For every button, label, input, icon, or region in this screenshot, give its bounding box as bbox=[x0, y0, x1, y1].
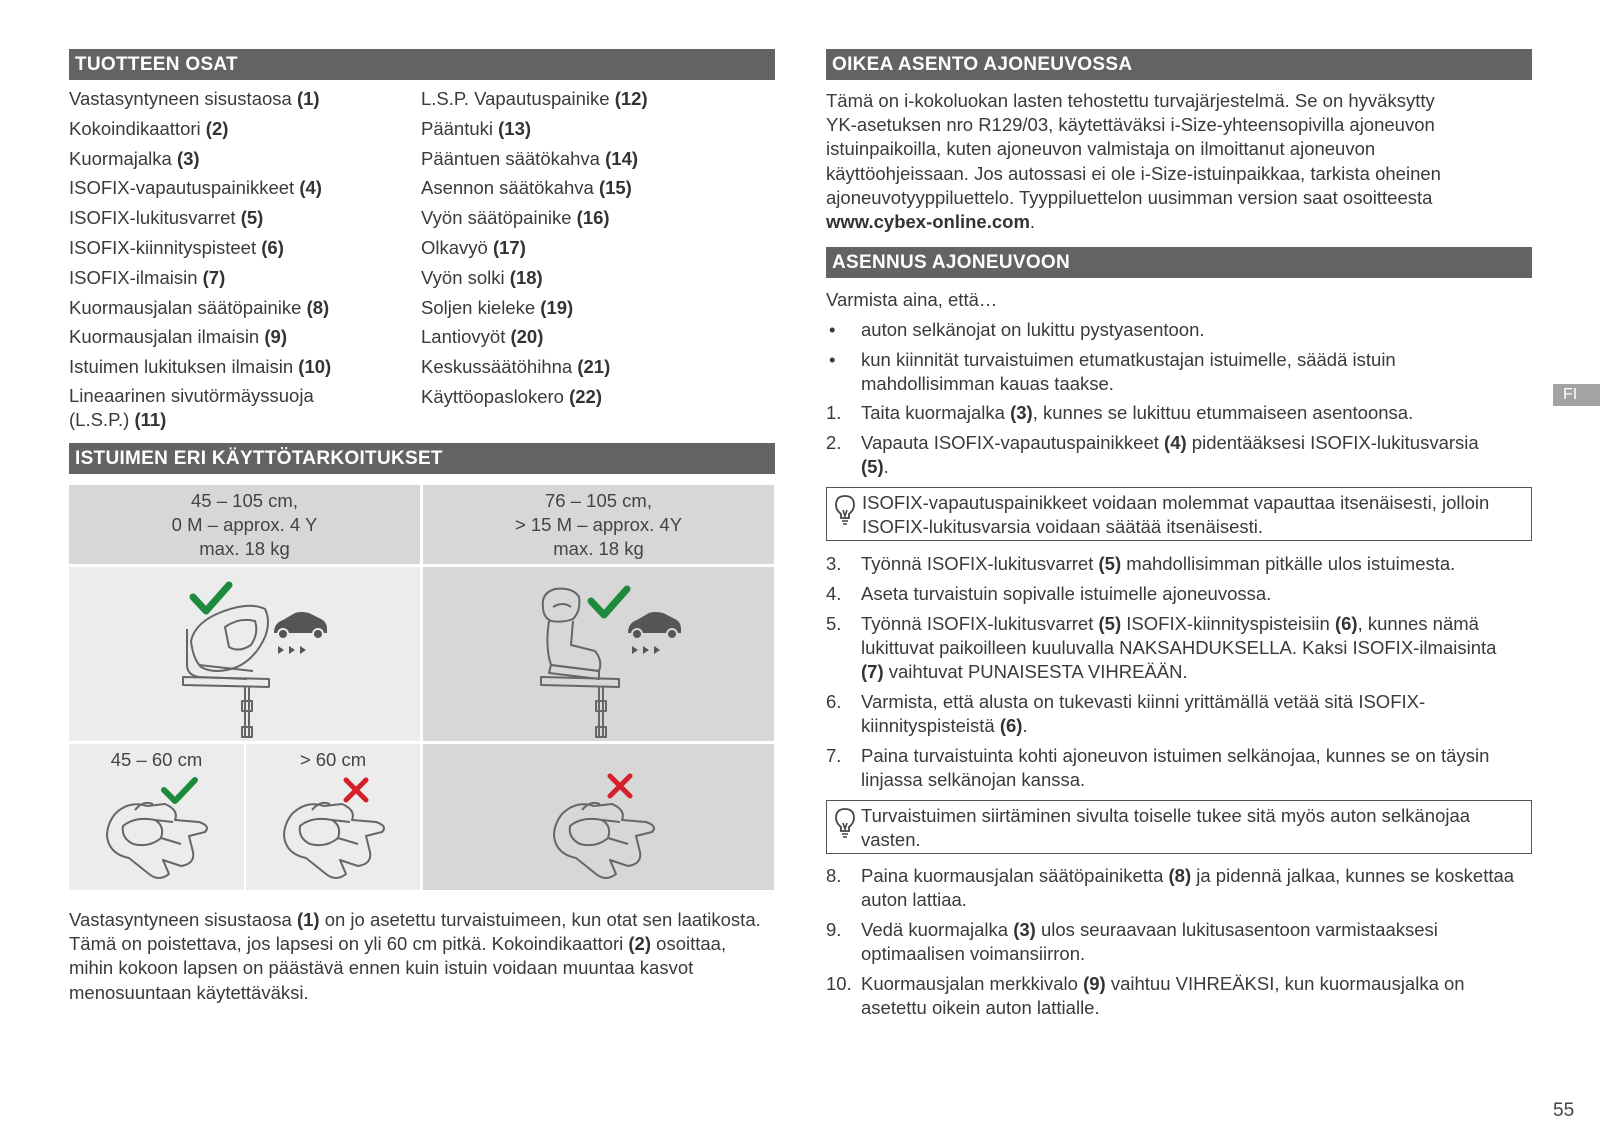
step-text: Taita kuormajalka (3), kunnes se lukittuu etummaiseen asentoonsa. bbox=[861, 402, 1414, 423]
size-label: > 60 cm bbox=[299, 749, 367, 770]
newborn-insert-illustration bbox=[69, 770, 244, 890]
parts-list-col1-last bbox=[69, 384, 314, 432]
bullet-item: • kun kiinnität turvaistuimen etumatkustajan istuimelle, säädä istuin mahdollisimman kauas taakse. bbox=[829, 349, 1396, 395]
part-item: ISOFIX-lukitusvarret (5) bbox=[69, 207, 264, 229]
part-item: Lineaarinen sivutörmäyssuoja bbox=[69, 385, 314, 406]
uses-cell-1-label: 45 – 105 cm, 0 M – approx. 4 Y max. 18 kg bbox=[69, 485, 420, 564]
part-item: Soljen kieleke (19) bbox=[421, 296, 574, 318]
reference-number: (6) bbox=[999, 715, 1023, 737]
part-item: Keskussäätöhihna (21) bbox=[421, 356, 611, 378]
part-item: Istuimen lukituksen ilmaisin (10) bbox=[69, 356, 332, 378]
lightbulb-icon bbox=[834, 494, 856, 526]
part-item: Kuormausjalan ilmaisin (9) bbox=[69, 326, 287, 348]
check-icon bbox=[591, 589, 627, 615]
step-text: Paina turvaistuinta kohti ajoneuvon istuimen selkänojaa, kunnes se on täysin linjassa selkänojan kanssa. bbox=[861, 745, 1490, 791]
step-text: Vapauta ISOFIX-vapautuspainikkeet (4) pidentääksesi ISOFIX-lukitusvarsia (5). bbox=[861, 432, 1479, 478]
parts-list-col2 bbox=[421, 84, 648, 412]
part-item: Kokoindikaattori (2) bbox=[69, 117, 229, 139]
step-text: Työnnä ISOFIX-lukitusvarret (5) mahdollisimman pitkälle ulos istuimesta. bbox=[861, 553, 1456, 574]
website-link[interactable]: www.cybex-online.com bbox=[826, 211, 1030, 233]
step-number: 9. bbox=[826, 919, 842, 940]
car-direction-icon bbox=[628, 612, 681, 654]
install-intro: Varmista aina, että… bbox=[826, 289, 998, 310]
check-icon bbox=[193, 585, 229, 611]
part-item: L.S.P. Vapautuspainike (12) bbox=[421, 88, 648, 109]
reference-number: (3) bbox=[1010, 402, 1033, 423]
part-item: Pääntuki (13) bbox=[421, 117, 532, 139]
part-item: Vyön solki (18) bbox=[421, 266, 543, 288]
step-number: 10. bbox=[826, 973, 852, 994]
reference-number: (5) bbox=[1098, 613, 1122, 634]
part-item: Asennon säätökahva (15) bbox=[421, 177, 632, 199]
step-number: 7. bbox=[826, 745, 842, 766]
part-item: (L.S.P.) (11) bbox=[69, 409, 167, 431]
step-text: Työnnä ISOFIX-lukitusvarret (5) ISOFIX-kiinnityspisteisiin (6), kunnes nämä lukittuvat paikoilleen kuuluvalla NAKSAHDUKSELLA. Kaksi ISOFIX-ilmaisinta (7) vaihtuvat PUNAISESTA VIHREÄÄN. bbox=[861, 613, 1497, 683]
reference-number: (6) bbox=[1334, 613, 1358, 634]
uses-cell-2-label: 76 – 105 cm, > 15 M – approx. 4Y max. 18 kg bbox=[423, 485, 774, 564]
parts-list-col1 bbox=[69, 84, 331, 382]
uses-cell-1-image bbox=[69, 567, 420, 741]
reference-number: (8) bbox=[1168, 865, 1192, 886]
install-header: ASENNUS AJONEUVOON bbox=[826, 247, 1532, 278]
newborn-insert-illustration bbox=[423, 744, 774, 890]
step-number: 4. bbox=[826, 583, 842, 604]
cross-icon bbox=[610, 776, 630, 796]
step-text: Vedä kuormajalka (3) ulos seuraavaan lukitusasentoon varmistaaksesi optimaalisen voimansiirron. bbox=[861, 919, 1438, 965]
part-item: Lantiovyöt (20) bbox=[421, 326, 544, 348]
page-number: 55 bbox=[1553, 1100, 1575, 1121]
reference-number: (1) bbox=[296, 909, 320, 930]
car-direction-icon bbox=[274, 612, 327, 654]
reference-number: (3) bbox=[1013, 919, 1036, 940]
reference-number: (7) bbox=[861, 661, 884, 683]
reference-number: (4) bbox=[1164, 432, 1187, 453]
step-number: 1. bbox=[826, 402, 842, 423]
newborn-insert-illustration bbox=[246, 770, 420, 890]
part-item: Vyön säätöpainike (16) bbox=[421, 207, 610, 229]
part-item: Vastasyntyneen sisustaosa (1) bbox=[69, 88, 320, 109]
newborn-insert-paragraph: Vastasyntyneen sisustaosa (1) on jo asetettu turvaistuimeen, kun otat sen laatikosta. Tämä on poistettava, jos lapsesi on yli 60 cm pitkä. Kokoindikaattori (2) osoittaa, mihin kokoon lapsen on päästävä ennen kuin istuin voidaan muuntaa kasvot menosuuntaan käytettäväksi. bbox=[69, 909, 761, 1003]
uses-cell-small-2 bbox=[246, 744, 420, 890]
part-item: Kuormausjalan säätöpainike (8) bbox=[69, 296, 330, 318]
uses-header: ISTUIMEN ERI KÄYTTÖTARKOITUKSET bbox=[69, 443, 775, 474]
step-number: 8. bbox=[826, 865, 842, 886]
part-item: Kuormajalka (3) bbox=[69, 147, 200, 169]
part-item: Käyttöopaslokero (22) bbox=[421, 385, 602, 407]
seat-illustration bbox=[69, 567, 420, 741]
step-text: Varmista, että alusta on tukevasti kiinni yrittämällä vetää sitä ISOFIX- kiinnityspisteistä (6). bbox=[861, 691, 1426, 737]
lightbulb-icon bbox=[834, 807, 856, 839]
check-icon bbox=[164, 780, 195, 801]
position-header: OIKEA ASENTO AJONEUVOSSA bbox=[826, 49, 1532, 80]
step-text: Kuormausjalan merkkivalo (9) vaihtuu VIHREÄKSI, kun kuormausjalka on asetettu oikein auton lattialle. bbox=[861, 973, 1465, 1019]
part-item: Olkavyö (17) bbox=[421, 236, 526, 258]
step-number: 3. bbox=[826, 553, 842, 574]
part-item: ISOFIX-ilmaisin (7) bbox=[69, 266, 226, 288]
step-text: Paina kuormausjalan säätöpainiketta (8) ja pidennä jalkaa, kunnes se koskettaa auton lattiaa. bbox=[861, 865, 1515, 911]
step-number: 5. bbox=[826, 613, 842, 634]
language-tab: FI bbox=[1553, 384, 1600, 406]
reference-number: (2) bbox=[628, 933, 652, 955]
position-paragraph: Tämä on i-kokoluokan lasten tehostettu turvajärjestelmä. Se on hyväksytty YK-asetuksen nro R129/03, käytettäväksi i-Size-yhteensopivilla ajoneuvon istuinpaikoilla, kuten ajoneuvon valmistaja on ilmoittanut ajoneuvon käyttöohjeissaan. Jos autossasi ei ole i-Size-istuinpaikkaa, tarkista oheinen ajoneuvotyyppiluettelo. Tyyppiluettelon uusimman version saat osoitteesta www.cybex-online.com. bbox=[826, 90, 1441, 233]
size-label: 45 – 60 cm bbox=[110, 749, 203, 770]
parts-header: TUOTTEEN OSAT bbox=[69, 49, 775, 80]
uses-cell-2-image bbox=[423, 567, 774, 741]
reference-number: (9) bbox=[1083, 973, 1106, 994]
step-number: 2. bbox=[826, 432, 842, 453]
step-number: 6. bbox=[826, 691, 842, 712]
reference-number: (5) bbox=[1098, 553, 1122, 574]
cross-icon bbox=[346, 780, 366, 800]
uses-cell-small-1 bbox=[69, 744, 244, 890]
part-item: ISOFIX-vapautuspainikkeet (4) bbox=[69, 177, 322, 199]
part-item: ISOFIX-kiinnityspisteet (6) bbox=[69, 236, 284, 258]
part-item: Pääntuen säätökahva (14) bbox=[421, 147, 639, 169]
uses-cell-small-3 bbox=[423, 744, 774, 890]
seat-illustration bbox=[423, 567, 774, 741]
step-text: Aseta turvaistuin sopivalle istuimelle ajoneuvossa. bbox=[861, 583, 1272, 604]
tip-note: Turvaistuimen siirtäminen sivulta toiselle tukee sitä myös auton selkänojaa vasten. bbox=[826, 800, 1532, 854]
reference-number: (5) bbox=[861, 456, 884, 478]
tip-note: ISOFIX-vapautuspainikkeet voidaan molemmat vapauttaa itsenäisesti, jolloin ISOFIX-lukitusvarsia voidaan säätää itsenäisesti. bbox=[826, 487, 1532, 541]
